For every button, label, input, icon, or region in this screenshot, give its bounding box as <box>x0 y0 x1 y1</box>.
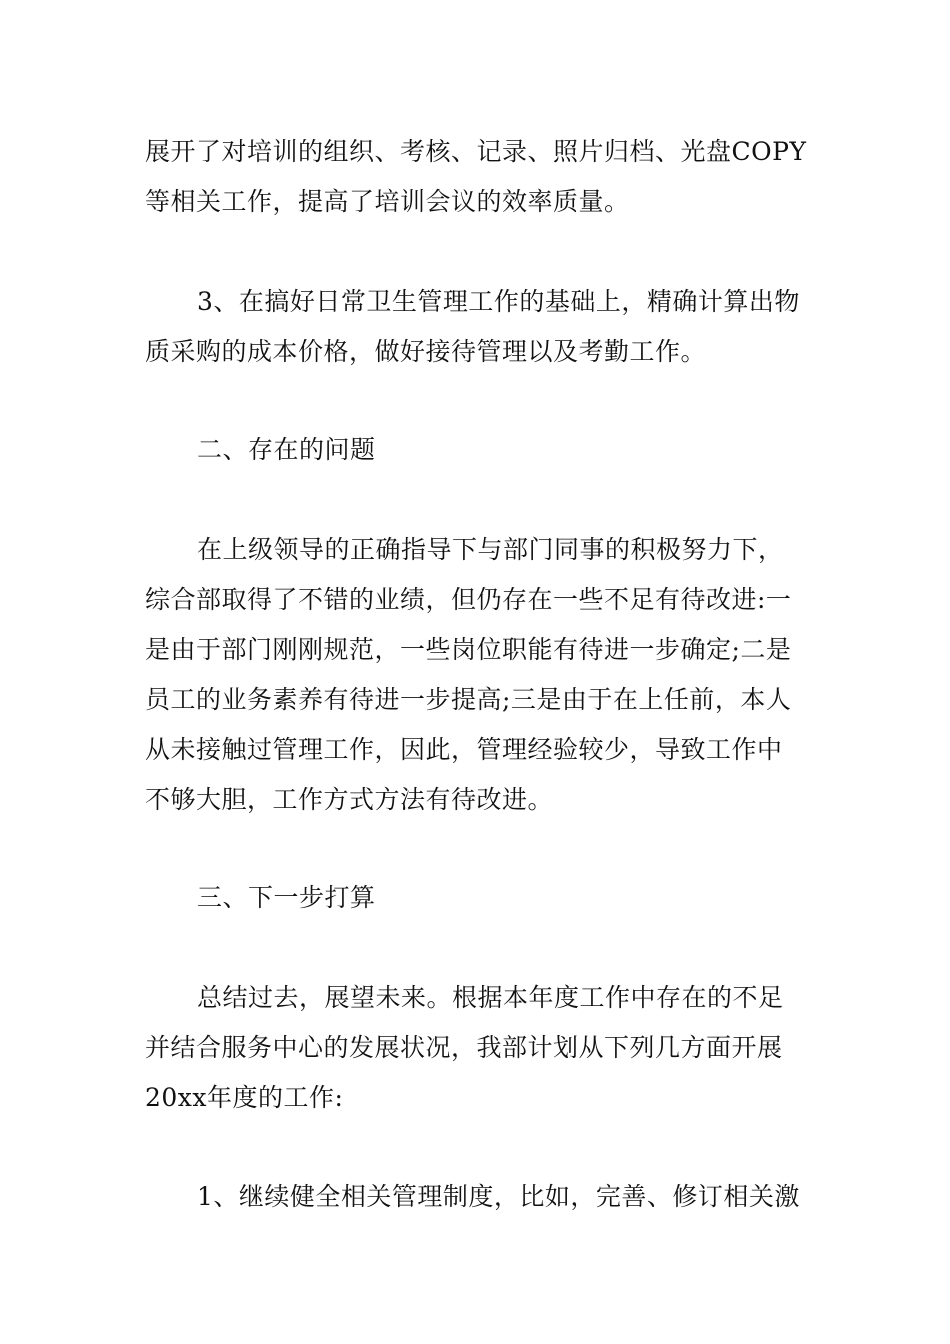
text-line: 1、继续健全相关管理制度，比如，完善、修订相关激 <box>197 1182 800 1211</box>
paragraph-item-1 <box>145 1172 810 1222</box>
paragraph-problems <box>145 525 810 825</box>
text-line: 等相关工作，提高了培训会议的效率质量。 <box>145 187 630 216</box>
paragraph-item-3 <box>145 277 810 377</box>
text-line: 在上级领导的正确指导下与部门同事的积极努力下， <box>197 535 784 564</box>
text-line: 20xx年度的工作: <box>145 1083 344 1112</box>
text-line: 展开了对培训的组织、考核、记录、照片归档、光盘COPY <box>145 137 807 166</box>
text-line: 并结合服务中心的发展状况，我部计划从下列几方面开展 <box>145 1033 783 1062</box>
text-line: 二、存在的问题 <box>197 435 376 464</box>
text-line: 综合部取得了不错的业绩，但仍存在一些不足有待改进:一 <box>145 585 792 614</box>
paragraph-training-continuation <box>145 127 810 227</box>
paragraph-plan <box>145 973 810 1123</box>
text-line: 员工的业务素养有待进一步提高;三是由于在上任前，本人 <box>145 685 792 714</box>
text-line: 三、下一步打算 <box>197 883 376 912</box>
text-line: 质采购的成本价格，做好接待管理以及考勤工作。 <box>145 337 707 366</box>
section-heading-next-steps <box>145 873 810 923</box>
section-heading-problems <box>145 425 810 475</box>
text-line: 从未接触过管理工作，因此，管理经验较少，导致工作中 <box>145 735 783 764</box>
text-line: 不够大胆，工作方式方法有待改进。 <box>145 785 554 814</box>
text-line: 总结过去，展望未来。根据本年度工作中存在的不足 <box>197 983 784 1012</box>
text-line: 是由于部门刚刚规范，一些岗位职能有待进一步确定;二是 <box>145 635 792 664</box>
text-line: 3、在搞好日常卫生管理工作的基础上，精确计算出物 <box>197 287 800 316</box>
